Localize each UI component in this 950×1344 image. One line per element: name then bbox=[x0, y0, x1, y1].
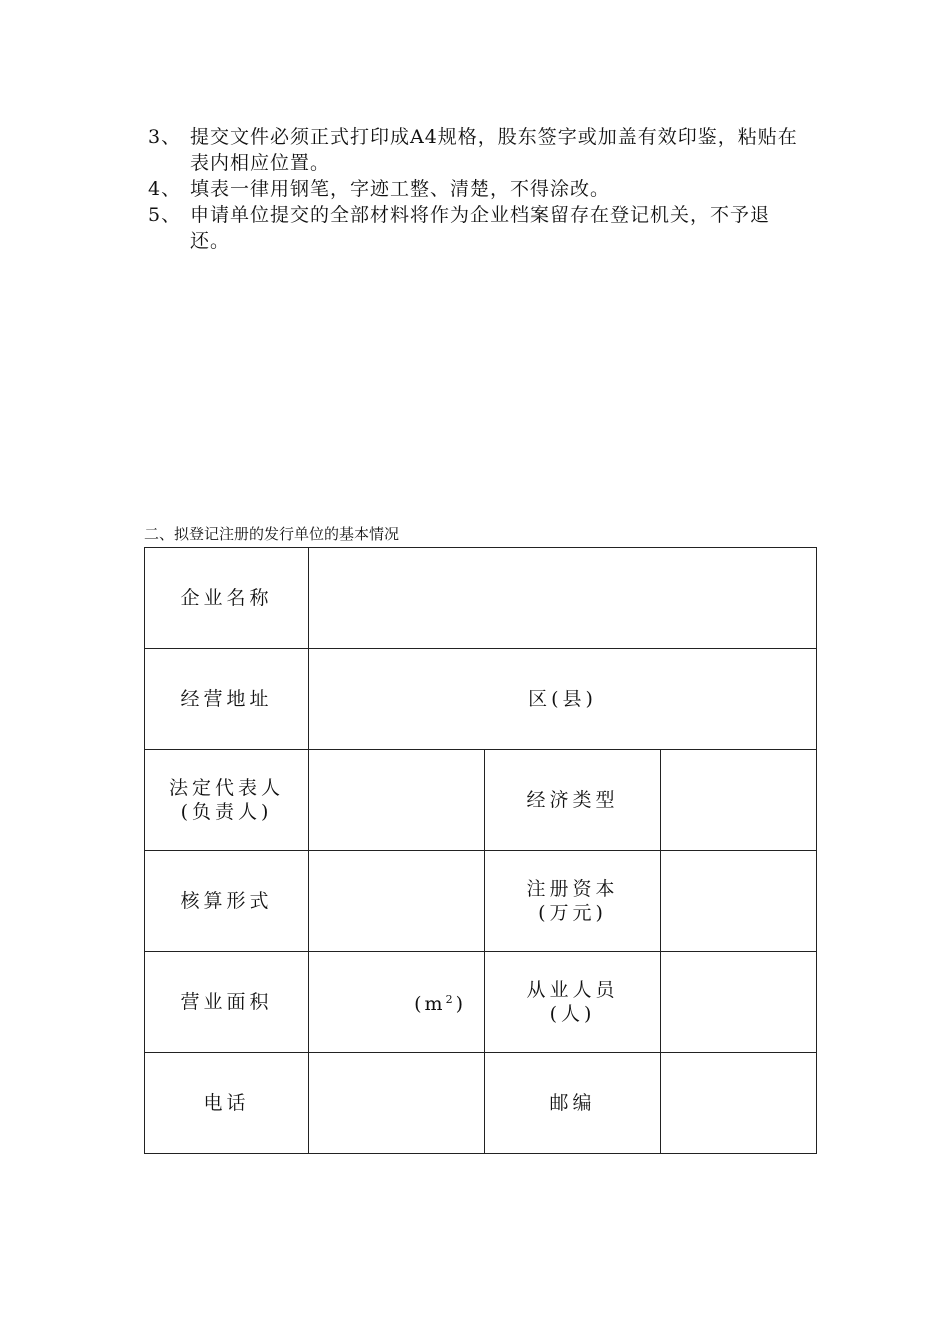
table-row bbox=[145, 1053, 817, 1154]
address-suffix: 区(县) bbox=[528, 688, 597, 710]
table-row bbox=[145, 851, 817, 952]
economic-type-label: 经济类型 bbox=[485, 750, 661, 851]
staff-field[interactable] bbox=[661, 952, 817, 1053]
phone-field[interactable] bbox=[309, 1053, 485, 1154]
instruction-number: 3、 bbox=[148, 126, 182, 148]
company-name-field[interactable] bbox=[309, 548, 817, 649]
capital-label-line2: (万元) bbox=[538, 902, 607, 924]
address-field[interactable] bbox=[309, 649, 817, 750]
postcode-field[interactable] bbox=[661, 1053, 817, 1154]
capital-label-line1: 注册资本 bbox=[526, 878, 619, 900]
legal-rep-label bbox=[145, 750, 309, 851]
section-title: 二、拟登记注册的发行单位的基本情况 bbox=[144, 525, 400, 543]
table-row bbox=[145, 750, 817, 851]
area-unit-sup: 2 bbox=[445, 992, 456, 1006]
instruction-item bbox=[148, 124, 808, 176]
area-field[interactable] bbox=[309, 952, 485, 1053]
legal-rep-field[interactable] bbox=[309, 750, 485, 851]
staff-label bbox=[485, 952, 661, 1053]
staff-label-line2: (人) bbox=[549, 1003, 596, 1025]
postcode-label: 邮编 bbox=[485, 1053, 661, 1154]
accounting-field[interactable] bbox=[309, 851, 485, 952]
instruction-text: 填表一律用钢笔，字迹工整、清楚，不得涂改。 bbox=[190, 178, 611, 200]
address-label: 经营地址 bbox=[145, 649, 309, 750]
area-label: 营业面积 bbox=[145, 952, 309, 1053]
area-unit bbox=[414, 988, 466, 1016]
instruction-number: 4、 bbox=[148, 178, 182, 200]
area-unit-text: (m bbox=[414, 993, 446, 1016]
accounting-label: 核算形式 bbox=[145, 851, 309, 952]
legal-rep-label-line2: (负责人) bbox=[180, 801, 273, 823]
phone-label: 电话 bbox=[145, 1053, 309, 1154]
capital-field[interactable] bbox=[661, 851, 817, 952]
table-row bbox=[145, 952, 817, 1053]
area-unit-close: ) bbox=[455, 993, 466, 1016]
instruction-item bbox=[148, 176, 808, 202]
instruction-item bbox=[148, 202, 808, 254]
table-row bbox=[145, 649, 817, 750]
instruction-text: 提交文件必须正式打印成A4规格，股东签字或加盖有效印鉴，粘贴在表内相应位置。 bbox=[190, 126, 798, 174]
staff-label-line1: 从业人员 bbox=[526, 979, 619, 1001]
capital-label bbox=[485, 851, 661, 952]
instruction-text: 申请单位提交的全部材料将作为企业档案留存在登记机关，不予退还。 bbox=[190, 204, 771, 252]
legal-rep-label-line1: 法定代表人 bbox=[168, 777, 284, 799]
economic-type-field[interactable] bbox=[661, 750, 817, 851]
company-name-label: 企业名称 bbox=[145, 548, 309, 649]
basic-info-table bbox=[144, 547, 817, 1154]
table-row bbox=[145, 548, 817, 649]
instructions-list bbox=[148, 124, 808, 254]
instruction-number: 5、 bbox=[148, 204, 182, 226]
